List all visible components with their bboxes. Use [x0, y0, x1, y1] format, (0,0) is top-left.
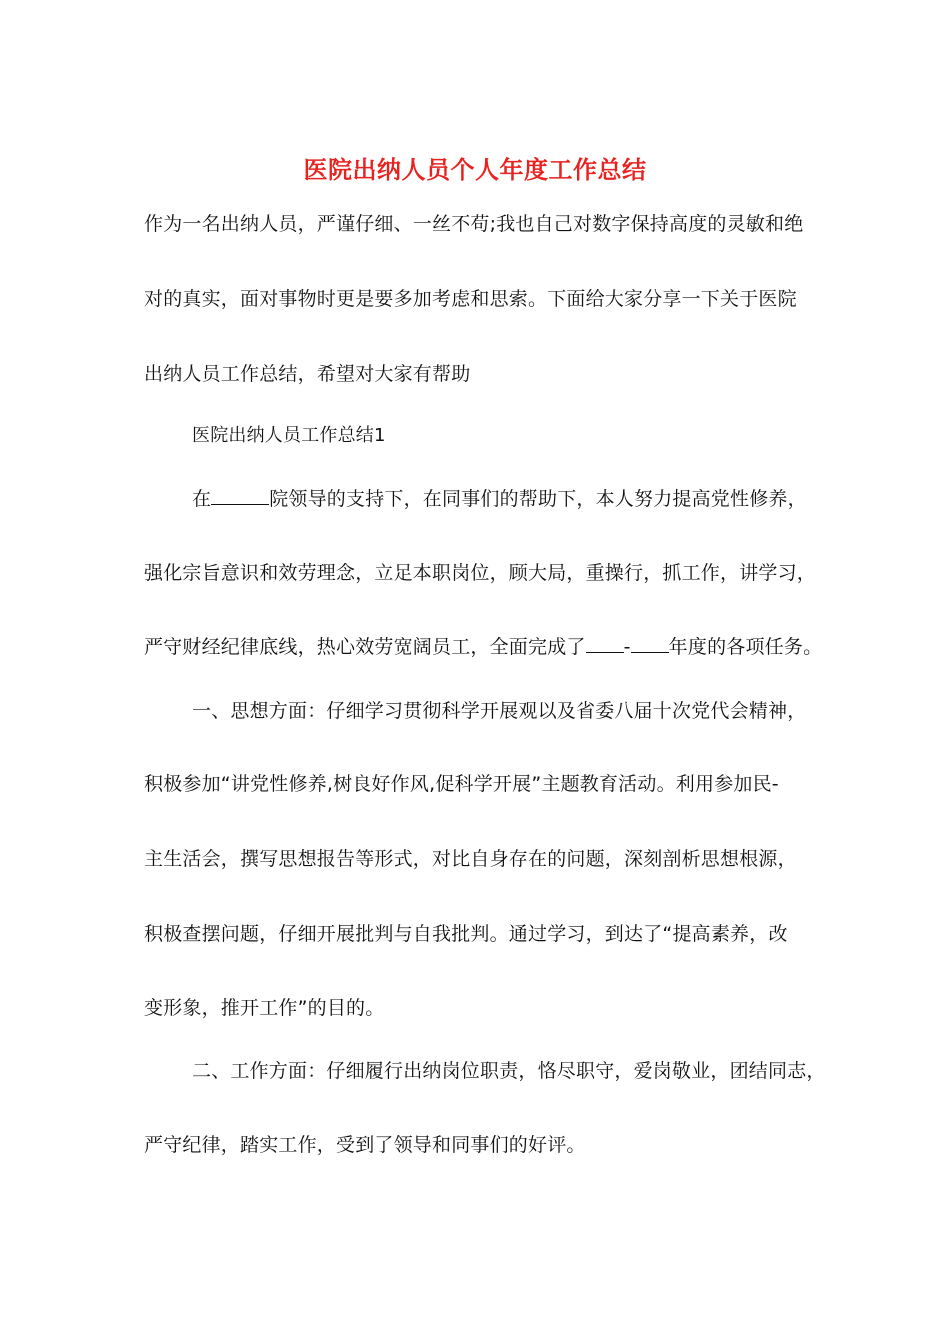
para1-line-1 [192, 487, 807, 511]
para1-line-2: 强化宗旨意识和效劳理念，立足本职岗位，顾大局，重操行，抓工作，讲学习， [144, 562, 817, 584]
para3-line-1: 二、工作方面：仔细履行出纳岗位职责，恪尽职守，爱岗敬业，团结同志， [192, 1060, 826, 1082]
intro-line-1: 作为一名出纳人员，严谨仔细、一丝不苟;我也自己对数字保持高度的灵敏和绝 [144, 213, 804, 235]
blank-underline [631, 638, 669, 653]
para1-line1-prefix: 在 [192, 488, 212, 510]
para1-line1-suffix: 院领导的支持下，在同事们的帮助下，本人努力提高党性修养， [269, 488, 807, 510]
para2-line-1: 一、思想方面：仔细学习贯彻科学开展观以及省委八届十次党代会精神， [192, 700, 807, 722]
para1-line-3 [144, 635, 822, 659]
para1-line3-prefix: 严守财经纪律底线，热心效劳宽阔员工，全面完成了 [144, 636, 586, 658]
para2-line-3: 主生活会，撰写思想报告等形式，对比自身存在的问题，深刻剖析思想根源， [144, 848, 797, 870]
intro-line-2: 对的真实，面对事物时更是要多加考虑和思索。下面给大家分享一下关于医院 [144, 288, 797, 310]
blank-underline [211, 490, 269, 505]
para2-line-5: 变形象，推开工作”的目的。 [144, 997, 385, 1019]
para3-line-2: 严守纪律，踏实工作，受到了领导和同事们的好评。 [144, 1134, 586, 1156]
document-title: 医院出纳人员个人年度工作总结 [303, 155, 647, 184]
para1-line3-suffix: 年度的各项任务。 [668, 636, 823, 658]
intro-line-3: 出纳人员工作总结，希望对大家有帮助 [144, 363, 471, 385]
section-heading: 医院出纳人员工作总结1 [192, 425, 386, 446]
blank-underline [586, 638, 624, 653]
para2-line-2: 积极参加“讲党性修养,树良好作风,促科学开展”主题教育活动。利用参加民- [144, 773, 779, 795]
para2-line-4: 积极查摆问题，仔细开展批判与自我批判。通过学习，到达了“提高素养，改 [144, 923, 788, 945]
para1-line3-dash: - [623, 636, 631, 658]
